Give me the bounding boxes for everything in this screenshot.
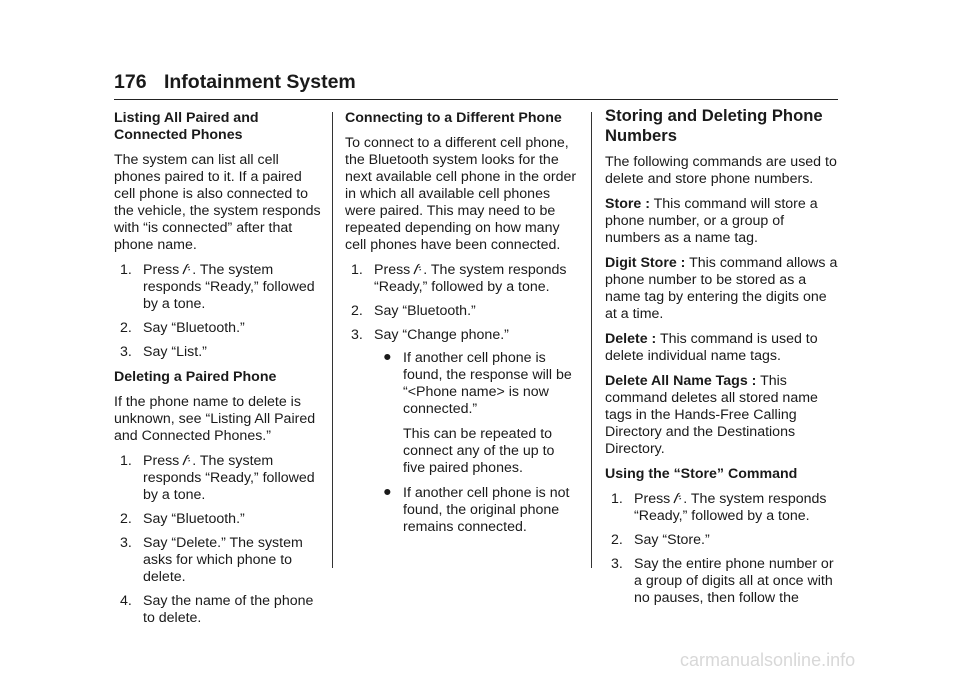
step-text: Press: [143, 262, 180, 278]
list-item: [345, 327, 580, 536]
voice-recognition-icon: [672, 492, 682, 505]
list-item: [114, 453, 324, 504]
list-item: [114, 511, 324, 528]
list-item: [605, 556, 840, 607]
step-text: . The system responds “Ready,” followed by a tone.: [143, 453, 315, 503]
step-number: 1.: [611, 491, 623, 507]
voice-recognition-icon: [181, 263, 191, 276]
list-item: [114, 535, 324, 586]
list-item: [374, 350, 580, 477]
list-item: [114, 320, 324, 337]
column-2: [345, 110, 580, 544]
column-3: [605, 106, 840, 615]
subheading-listing-phones: Listing All Paired and Connected Phones: [114, 110, 259, 143]
step-text: Say “Bluetooth.”: [143, 320, 245, 336]
step-text: . The system responds “Ready,” followed by a tone.: [634, 491, 827, 524]
column-divider: [591, 112, 592, 568]
subheading-store-command: Using the “Store” Command: [605, 466, 798, 482]
step-number: 3.: [351, 327, 363, 343]
steps-list: [114, 453, 324, 627]
step-number: 1.: [120, 262, 132, 278]
voice-recognition-icon: [181, 454, 191, 467]
step-text: Say “Bluetooth.”: [143, 511, 245, 527]
definition: [605, 196, 840, 247]
step-number: 3.: [120, 344, 132, 360]
steps-list: [114, 262, 324, 361]
paragraph: The following commands are used to delete and store phone numbers.: [605, 154, 837, 187]
bullet-icon: ●: [383, 484, 392, 500]
steps-list: [605, 491, 840, 607]
page-header: [114, 70, 838, 100]
step-text: Say “Change phone.”: [374, 327, 509, 343]
paragraph: The system can list all cell phones paired to it. If a paired cell phone is also connected to the vehicle, the system responds with “is connected” after that phone name.: [114, 152, 321, 253]
step-text: Press: [374, 262, 411, 278]
watermark: carmanualsonline.info: [680, 650, 856, 670]
step-number: 1.: [120, 453, 132, 469]
list-item: [114, 262, 324, 313]
bullet-text: If another cell phone is found, the response will be “<Phone name> is now connected.”: [403, 350, 572, 417]
subheading-connecting-phone: Connecting to a Different Phone: [345, 110, 562, 126]
section-title: Infotainment System: [163, 71, 356, 93]
step-number: 3.: [611, 556, 623, 572]
bullet-list: [374, 350, 580, 536]
list-item: [345, 303, 580, 320]
definition-term: Delete All Name Tags :: [605, 373, 757, 389]
definition: [605, 373, 840, 458]
step-text: . The system responds “Ready,” followed by a tone.: [374, 262, 567, 295]
bullet-extra: This can be repeated to connect any of the up to five paired phones.: [403, 426, 555, 476]
paragraph: To connect to a different cell phone, the Bluetooth system looks for the next available cell phone in the order in which all available cell phones were paired. This may need to be repeated depending on how many cell phones have been connected.: [345, 135, 577, 253]
definition-desc: This command will store a phone number, or a group of numbers as a name tag.: [605, 196, 818, 246]
step-text: Say “Bluetooth.”: [374, 303, 476, 319]
bullet-text: If another cell phone is not found, the original phone remains connected.: [403, 485, 570, 535]
column-1: [114, 110, 324, 635]
paragraph: If the phone name to delete is unknown, see “Listing All Paired and Connected Phones.”: [114, 394, 316, 444]
step-number: 2.: [611, 532, 623, 548]
list-item: [114, 344, 324, 361]
definition-desc: This command allows a phone number to be stored as a name tag by entering the digits one at a time.: [605, 255, 838, 322]
step-text: Say “Store.”: [634, 532, 710, 548]
definition-term: Delete :: [605, 331, 657, 347]
step-text: Press: [143, 453, 180, 469]
step-number: 3.: [120, 535, 132, 551]
page-number: 176: [114, 71, 147, 93]
definition-term: Digit Store :: [605, 255, 686, 271]
column-divider: [332, 112, 333, 568]
definition: [605, 331, 840, 365]
step-text: Say the entire phone number or a group of digits all at once with no pauses, then follow the: [634, 556, 834, 606]
bullet-icon: ●: [383, 349, 392, 365]
list-item: [374, 485, 580, 536]
subheading-deleting-phone: Deleting a Paired Phone: [114, 369, 277, 385]
step-number: 2.: [120, 511, 132, 527]
definition: [605, 255, 840, 323]
list-item: [605, 491, 840, 525]
step-number: 2.: [120, 320, 132, 336]
step-number: 2.: [351, 303, 363, 319]
step-text: Say the name of the phone to delete.: [143, 593, 314, 626]
definition-term: Store :: [605, 196, 650, 212]
list-item: [345, 262, 580, 296]
step-text: Press: [634, 491, 671, 507]
step-text: . The system responds “Ready,” followed by a tone.: [143, 262, 315, 312]
list-item: [114, 593, 324, 627]
step-text: Say “List.”: [143, 344, 207, 360]
steps-list: [345, 262, 580, 536]
section-heading-storing-deleting: Storing and Deleting Phone Numbers: [605, 106, 823, 145]
step-text: Say “Delete.” The system asks for which phone to delete.: [143, 535, 303, 585]
step-number: 1.: [351, 262, 363, 278]
step-number: 4.: [120, 593, 132, 609]
definition-desc: This command is used to delete individual name tags.: [605, 331, 818, 364]
list-item: [605, 532, 840, 549]
definition-desc: This command deletes all stored name tags in the Hands-Free Calling Directory and the Destinations Directory.: [605, 373, 818, 457]
voice-recognition-icon: [412, 263, 422, 276]
